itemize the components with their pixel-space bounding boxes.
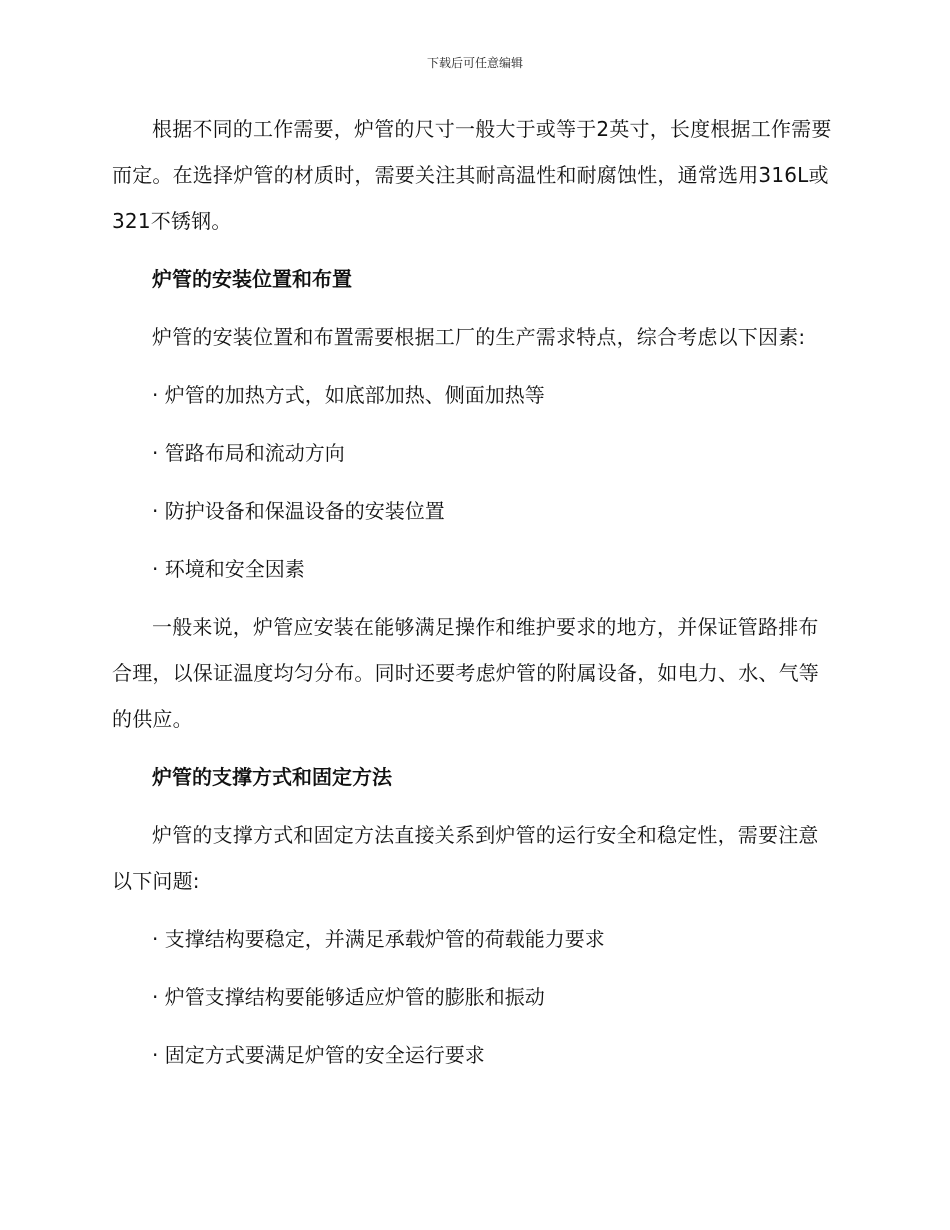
document-body <box>112 106 836 1090</box>
list-item-support-stability: · 支撑结构要稳定，并满足承载炉管的荷载能力要求 <box>152 927 605 951</box>
paragraph-furnace-tube-size: 根据不同的工作需要，炉管的尺寸一般大于或等于2英寸，长度根据工作需要而定。在选择炉管的材质时，需要关注其耐高温性和耐腐蚀性，通常选用316L或321不锈钢。 <box>112 117 832 233</box>
list-item-heating-method: · 炉管的加热方式，如底部加热、侧面加热等 <box>152 383 545 407</box>
list-item-safe-fixing: · 固定方式要满足炉管的安全运行要求 <box>152 1043 485 1067</box>
heading-installation-layout: 炉管的安装位置和布置 <box>152 267 352 291</box>
list-item-pipe-layout: · 管路布局和流动方向 <box>152 441 345 465</box>
list-item-protection-equipment: · 防护设备和保温设备的安装位置 <box>152 499 445 523</box>
heading-support-fixing: 炉管的支撑方式和固定方法 <box>152 765 392 789</box>
list-item-environment-safety: · 环境和安全因素 <box>152 557 305 581</box>
paragraph-support-intro: 炉管的支撑方式和固定方法直接关系到炉管的运行安全和稳定性，需要注意以下问题: <box>112 823 819 893</box>
paragraph-installation-summary: 一般来说，炉管应安装在能够满足操作和维护要求的地方，并保证管路排布合理，以保证温度均匀分布。同时还要考虑炉管的附属设备，如电力、水、气等的供应。 <box>112 615 819 731</box>
paragraph-installation-intro: 炉管的安装位置和布置需要根据工厂的生产需求特点，综合考虑以下因素: <box>152 325 806 349</box>
page-header: 下载后可任意编辑 <box>426 56 523 70</box>
list-item-expansion-vibration: · 炉管支撑结构要能够适应炉管的膨胀和振动 <box>152 985 545 1009</box>
